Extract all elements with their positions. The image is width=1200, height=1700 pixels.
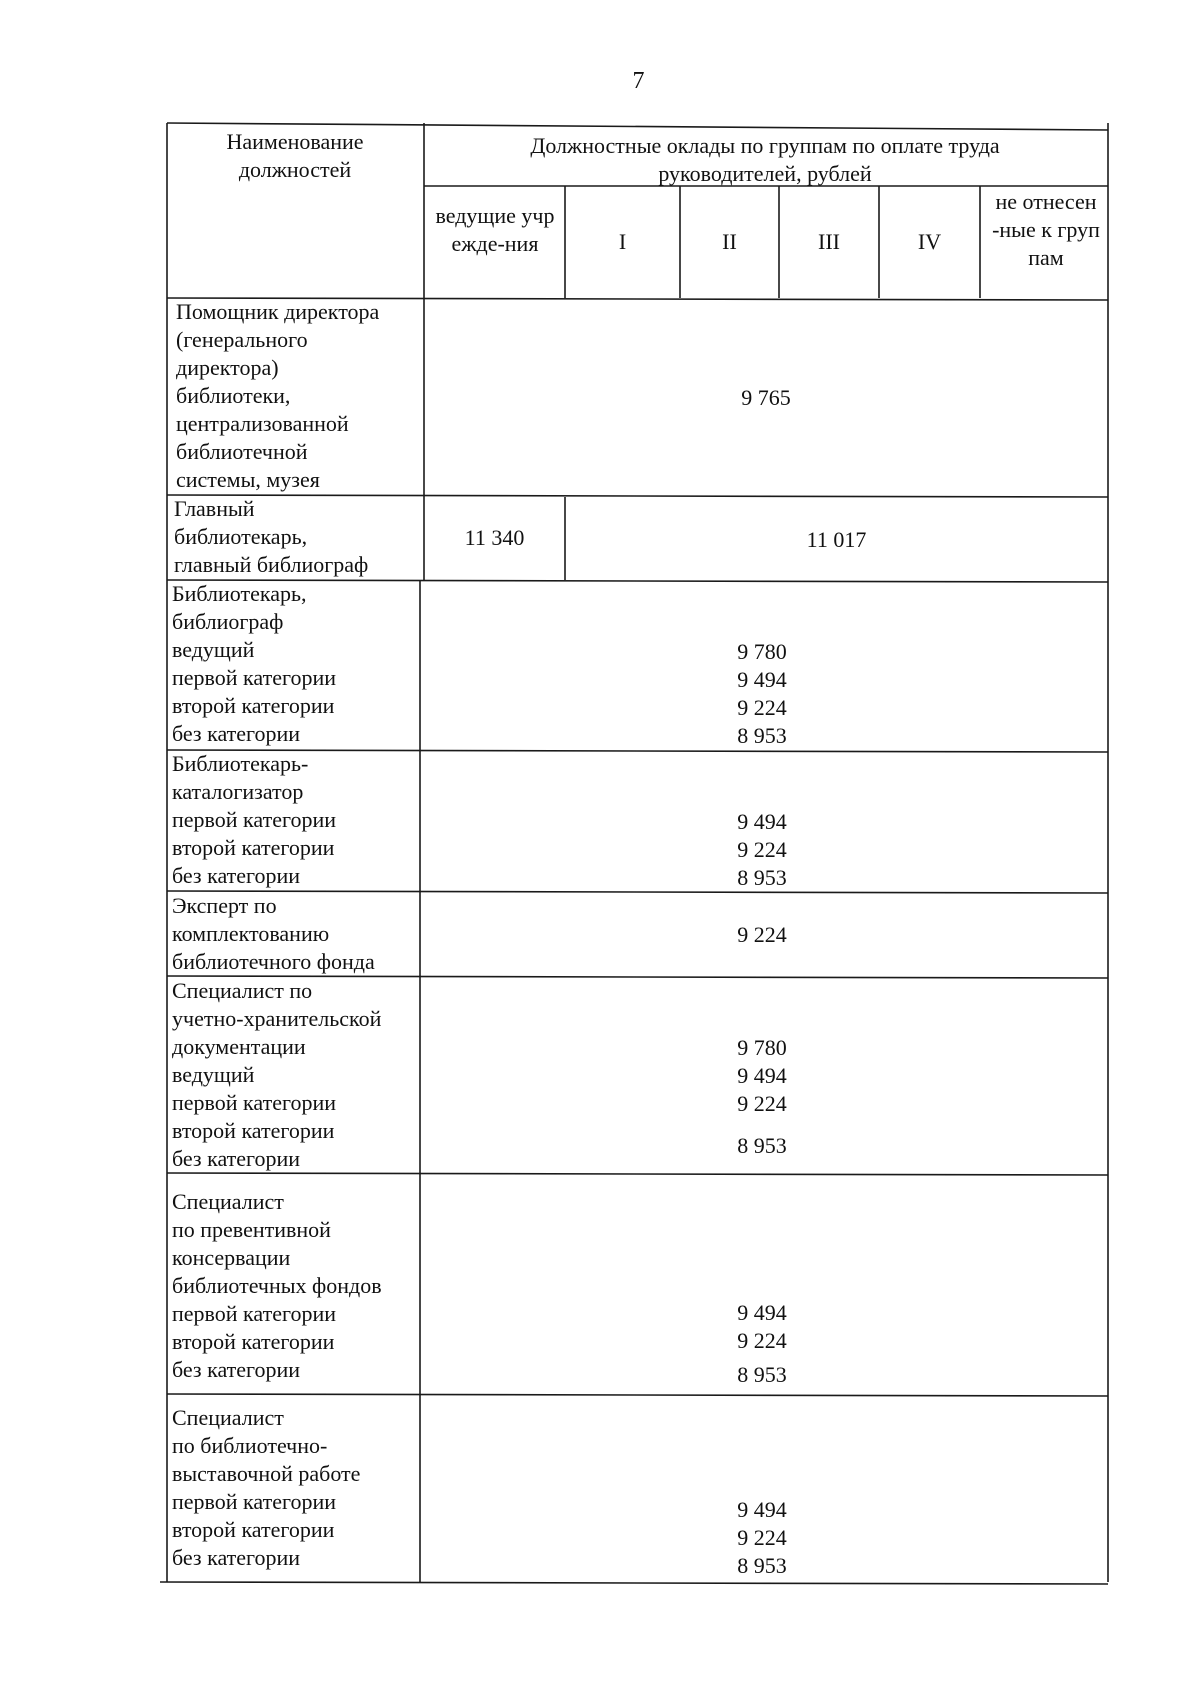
row-value: 9 765	[741, 385, 791, 410]
row-leading-value: 11 340	[464, 525, 525, 550]
row-name: Специалист по библиотечно- выставочной работе первой категории второй категории без категории	[172, 1405, 361, 1570]
row-value: 9 224	[737, 922, 787, 947]
row-value: 9 494 9 224 8 953	[737, 1300, 787, 1387]
row-name: Специалист по учетно-хранительской документации ведущий первой категории второй категории без категории	[172, 978, 382, 1171]
row-value: 9 780 9 494 9 224 8 953	[737, 1035, 787, 1158]
row-value: 9 494 9 224 8 953	[737, 1497, 787, 1578]
page-number: 7	[632, 68, 645, 94]
header-col-group-4: IV	[917, 229, 942, 254]
header-salary-group: Должностные оклады по группам по оплате труда руководителей, рублей	[530, 133, 1000, 186]
row-name: Главный библиотекарь, главный библиограф	[174, 496, 369, 577]
header-col-leading: ведущие учрежде-ния	[435, 203, 555, 256]
header-col-group-3: III	[818, 229, 840, 254]
row-value: 9 780 9 494 9 224 8 953	[737, 639, 787, 748]
row-name: Помощник директора (генерального директора) библиотеки, централизованной библиотечной системы, музея	[176, 299, 380, 492]
header-col-unassigned: не отнесен-ные к группам	[992, 189, 1100, 270]
row-name: Библиотекарь- каталогизатор первой категории второй категории без категории	[172, 751, 337, 888]
row-value: 11 017	[806, 527, 867, 552]
header-col-group-2: II	[722, 229, 737, 254]
row-name: Специалист по превентивной консервации библиотечных фондов первой категории второй категории без категории	[172, 1189, 382, 1382]
header-col-group-1: I	[618, 229, 627, 254]
row-name: Эксперт по комплектованию библиотечного фонда	[172, 893, 375, 974]
row-name: Библиотекарь, библиограф ведущий первой категории второй категории без категории	[172, 581, 337, 746]
header-name-column: Наименование должностей	[226, 129, 364, 182]
row-value: 9 494 9 224 8 953	[737, 809, 787, 890]
